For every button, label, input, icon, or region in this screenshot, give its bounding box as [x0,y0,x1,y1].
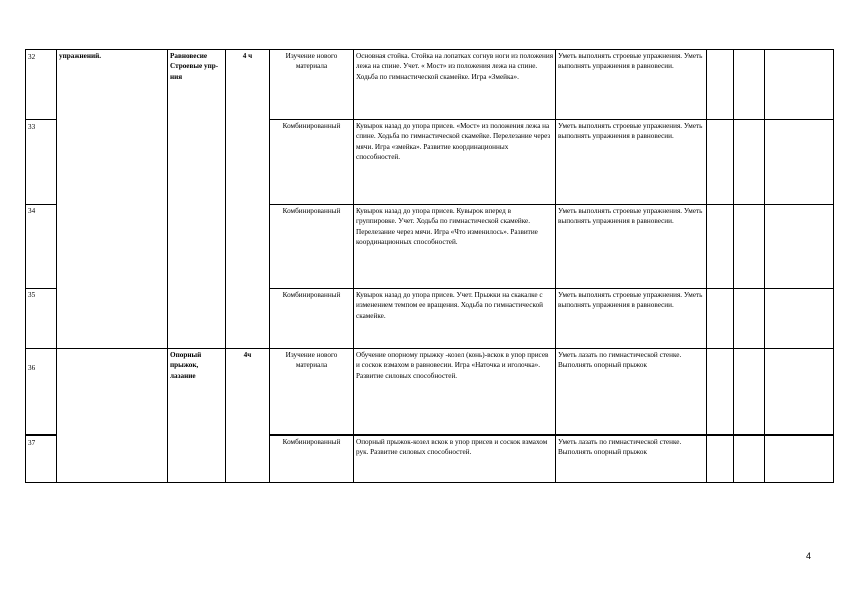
table-row [26,349,834,436]
empty-cell [765,289,834,349]
lesson-number: 34 [26,205,57,289]
lesson-type: Комбинированный [270,435,354,483]
lesson-content: Обучение опорному прыжку -козел (конь)-вскок в упор присев и соскок взмахом в равновесии. Игра «Наточка и иголочка». Развитие силовых способностей. [354,349,556,436]
empty-cell [734,120,765,205]
lesson-type: Комбинированный [270,205,354,289]
lesson-content: Кувырок назад до упора присев. «Мост» из положения лежа на спине. Ходьба по гимнастической скамейке. Перелезание через мячи. Игра «змейка». Развитие координационных способностей. [354,120,556,205]
expected-result: Уметь лазать по гимнастической стенке. Выполнять опорный прыжок [556,349,707,436]
expected-result: Уметь выполнять строевые упражнения. Уметь выполнять упражнения в равновесии. [556,120,707,205]
empty-cell [707,289,734,349]
hours-cell: 4ч [226,349,270,483]
empty-cell [707,120,734,205]
empty-cell [734,435,765,483]
empty-cell [707,50,734,120]
expected-result: Уметь выполнять строевые упражнения. Уметь выполнять упражнения в равновесии. [556,205,707,289]
empty-cell [734,289,765,349]
lesson-type: Комбинированный [270,289,354,349]
expected-result: Уметь лазать по гимнастической стенке. Выполнять опорный прыжок [556,435,707,483]
lesson-type: Изучение нового материала [270,349,354,436]
empty-cell [765,205,834,289]
table-row [26,50,834,120]
topic-cell: упражнений. [57,50,168,349]
empty-cell [765,349,834,436]
empty-cell [734,50,765,120]
empty-cell [707,435,734,483]
lesson-content: Кувырок назад до упора присев. Учет. Прыжки на скакалке с изменением темпом ее вращения. Ходьба по гимнастической скамейке. [354,289,556,349]
lesson-number: 33 [26,120,57,205]
empty-cell [734,205,765,289]
lesson-plan-table [25,49,834,483]
hours-cell: 4 ч [226,50,270,349]
lesson-type: Изучение нового материала [270,50,354,120]
lesson-number: 37 [26,435,57,483]
lesson-content: Кувырок назад до упора присев. Кувырок вперед в группировке. Учет. Ходьба по гимнастической скамейке. Перелезание через мячи. Игра «Что изменилось». Развитие координационных способностей. [354,205,556,289]
empty-cell [707,349,734,436]
section-cell: Опорный прыжок, лазание [168,349,226,483]
page-number: 4 [806,551,812,561]
topic-cell [57,349,168,483]
lesson-number: 35 [26,289,57,349]
empty-cell [765,435,834,483]
expected-result: Уметь выполнять строевые упражнения. Уметь выполнять упражнения в равновесии. [556,289,707,349]
empty-cell [707,205,734,289]
lesson-content: Основная стойка. Стойка на лопатках согнув ноги из положения лежа на спине. Учет. « Мост» из положения лежа на спине. Ходьба по гимнастической скамейке. Игра «Змейка». [354,50,556,120]
empty-cell [734,349,765,436]
lesson-number: 32 [26,50,57,120]
lesson-content: Опорный прыжок-козел вскок в упор присев и соскок взмахом рук. Развитие силовых способностей. [354,435,556,483]
expected-result: Уметь выполнять строевые упражнения. Уметь выполнять упражнения в равновесии. [556,50,707,120]
section-cell: Равновесие Строевые упр-ния [168,50,226,349]
empty-cell [765,120,834,205]
empty-cell [765,50,834,120]
lesson-type: Комбинированный [270,120,354,205]
lesson-number: 36 [26,349,57,436]
